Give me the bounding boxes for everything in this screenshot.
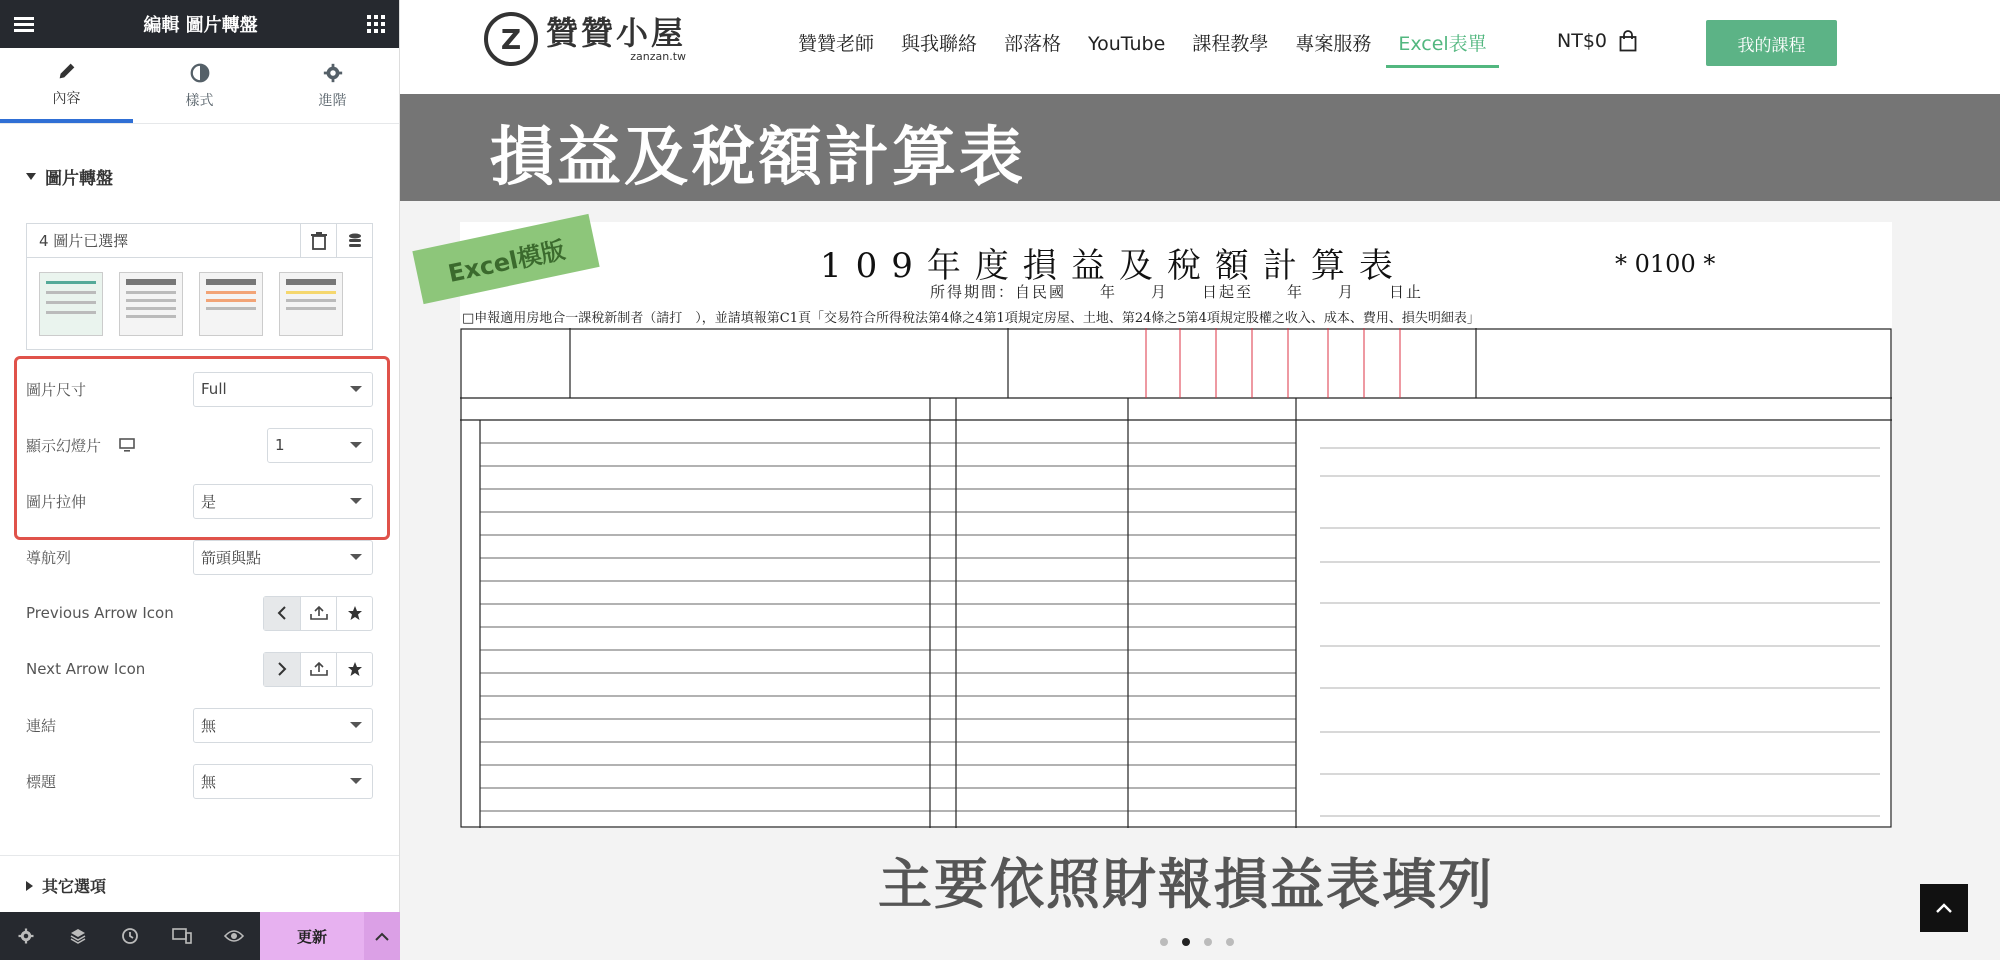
next-arrow-iconset: [263, 652, 373, 687]
image-carousel: [400, 94, 2000, 960]
gallery-thumbnail[interactable]: [39, 272, 103, 336]
image-stretch-label: 圖片拉伸: [26, 492, 87, 511]
section-title-label: 圖片轉盤: [45, 168, 113, 189]
gear-icon: [322, 62, 344, 84]
caption-control: [26, 761, 373, 801]
site-header: [400, 0, 2000, 94]
upload-icon[interactable]: [300, 653, 336, 686]
caret-down-icon: [26, 173, 36, 180]
contrast-icon: [189, 62, 211, 84]
chevron-up-icon[interactable]: [364, 912, 400, 960]
link-value: 無: [201, 716, 217, 735]
panel-footer: [0, 912, 400, 960]
chevron-down-icon: [350, 554, 362, 560]
logo-text: [546, 13, 687, 63]
nav-item-contact[interactable]: 與我聯絡: [901, 33, 978, 55]
form-table-grid: [460, 328, 1892, 828]
gallery-bar: [27, 224, 372, 258]
caret-right-icon: [26, 881, 33, 891]
prev-arrow-control: [26, 593, 373, 633]
nav-item-excel-forms[interactable]: Excel表單: [1386, 30, 1498, 68]
site-preview: [400, 0, 2000, 960]
chevron-right-icon[interactable]: [264, 653, 300, 686]
slides-to-show-value: 1: [275, 436, 285, 454]
slide-banner: [400, 94, 2000, 201]
star-icon[interactable]: [336, 653, 372, 686]
database-icon[interactable]: [336, 224, 372, 258]
menu-icon[interactable]: [14, 14, 34, 35]
slide-form-image: [445, 222, 1892, 828]
section-image-carousel[interactable]: [0, 124, 399, 228]
navigation-label: 導航列: [26, 548, 72, 567]
carousel-dots: [1160, 938, 1234, 946]
next-arrow-control: [26, 649, 373, 689]
logo-mark-icon: Z: [484, 12, 538, 66]
chevron-left-icon[interactable]: [264, 597, 300, 630]
caption-select[interactable]: [193, 764, 373, 799]
caption-label: 標題: [26, 772, 57, 791]
widgets-grid-icon[interactable]: [367, 15, 385, 33]
prev-arrow-label: Previous Arrow Icon: [26, 604, 174, 622]
gallery-thumbnail[interactable]: [279, 272, 343, 336]
eye-icon[interactable]: [208, 912, 260, 960]
cart-link[interactable]: [1557, 30, 1637, 52]
chevron-down-icon: [350, 722, 362, 728]
update-button[interactable]: 更新: [260, 912, 364, 960]
carousel-dot[interactable]: [1182, 938, 1190, 946]
slide-banner-title: 損益及稅額計算表: [490, 121, 1026, 195]
form-period: 所得期間：自民國 年 月 日起至 年 月 日止: [930, 283, 1424, 301]
link-label: 連結: [26, 716, 57, 735]
other-options-label: 其它選項: [42, 877, 107, 896]
tab-style[interactable]: [133, 48, 266, 123]
gallery-count-label: 4 圖片已選擇: [39, 232, 129, 250]
tab-content-label: 內容: [52, 90, 81, 107]
scroll-to-top-button[interactable]: [1920, 884, 1968, 932]
section-other-options[interactable]: [0, 855, 399, 915]
nav-item-teacher[interactable]: 贊贊老師: [798, 33, 875, 55]
tab-advanced-label: 進階: [318, 92, 347, 109]
carousel-dot[interactable]: [1204, 938, 1212, 946]
trash-icon[interactable]: [300, 224, 336, 258]
shopping-bag-icon: [1619, 30, 1637, 52]
layers-icon[interactable]: [52, 912, 104, 960]
image-gallery-control[interactable]: [26, 223, 373, 350]
gallery-thumbnail[interactable]: [199, 272, 263, 336]
editor-panel: [0, 0, 400, 960]
nav-item-services[interactable]: 專案服務: [1295, 33, 1372, 55]
star-icon[interactable]: [336, 597, 372, 630]
caption-value: 無: [201, 772, 217, 791]
navigation-value: 箭頭與點: [201, 548, 262, 567]
link-control: [26, 705, 373, 745]
site-logo[interactable]: [484, 12, 686, 66]
upload-icon[interactable]: [300, 597, 336, 630]
panel-header: [0, 0, 399, 48]
carousel-dot[interactable]: [1160, 938, 1168, 946]
chevron-down-icon: [350, 778, 362, 784]
slides-to-show-text: 顯示幻燈片: [26, 436, 102, 455]
tab-style-label: 樣式: [185, 92, 214, 109]
settings-gear-icon[interactable]: [0, 912, 52, 960]
history-icon[interactable]: [104, 912, 156, 960]
form-title: 109年度損益及稅額計算表: [820, 246, 1407, 286]
image-size-label: 圖片尺寸: [26, 380, 87, 399]
nav-item-youtube[interactable]: YouTube: [1088, 33, 1166, 55]
carousel-dot[interactable]: [1226, 938, 1234, 946]
form-code: * 0100 *: [1615, 250, 1716, 278]
my-courses-button[interactable]: 我的課程: [1706, 20, 1837, 66]
navigation-select[interactable]: [193, 540, 373, 575]
next-arrow-label: Next Arrow Icon: [26, 660, 146, 678]
tab-content[interactable]: [0, 48, 133, 123]
slide-caption: 主要依照財報損益表填列: [878, 853, 1494, 916]
gallery-thumbnail[interactable]: [119, 272, 183, 336]
logo-cn: 贊贊小屋: [546, 13, 687, 52]
tab-advanced[interactable]: [266, 48, 399, 123]
highlight-box: [14, 356, 390, 540]
pencil-icon: [56, 60, 78, 82]
panel-tabs: [0, 48, 399, 124]
excel-template-tag: Excel模版: [412, 214, 599, 304]
gallery-thumbnails: [27, 258, 372, 350]
link-select[interactable]: [193, 708, 373, 743]
form-note: □申報適用房地合一課稅新制者（請打 ），並請填報第C1頁「交易符合所得稅法第4條之4第1項規定房屋、土地、第24條之5第4項規定股權之收入、成本、費用、損失明細表」: [462, 311, 1480, 326]
responsive-icon[interactable]: [156, 912, 208, 960]
prev-arrow-iconset: [263, 596, 373, 631]
nav-item-courses[interactable]: 課程教學: [1192, 33, 1269, 55]
nav-item-blog[interactable]: 部落格: [1004, 33, 1062, 55]
logo-en: zanzan.tw: [630, 49, 687, 63]
main-nav: [798, 30, 1514, 68]
navigation-control: [26, 537, 373, 577]
image-size-value: Full: [201, 380, 227, 398]
panel-title: 編輯 圖片轉盤: [143, 15, 258, 36]
cart-total: NT$0: [1557, 30, 1607, 52]
chevron-up-icon: [1935, 902, 1953, 914]
image-stretch-value: 是: [201, 492, 217, 511]
